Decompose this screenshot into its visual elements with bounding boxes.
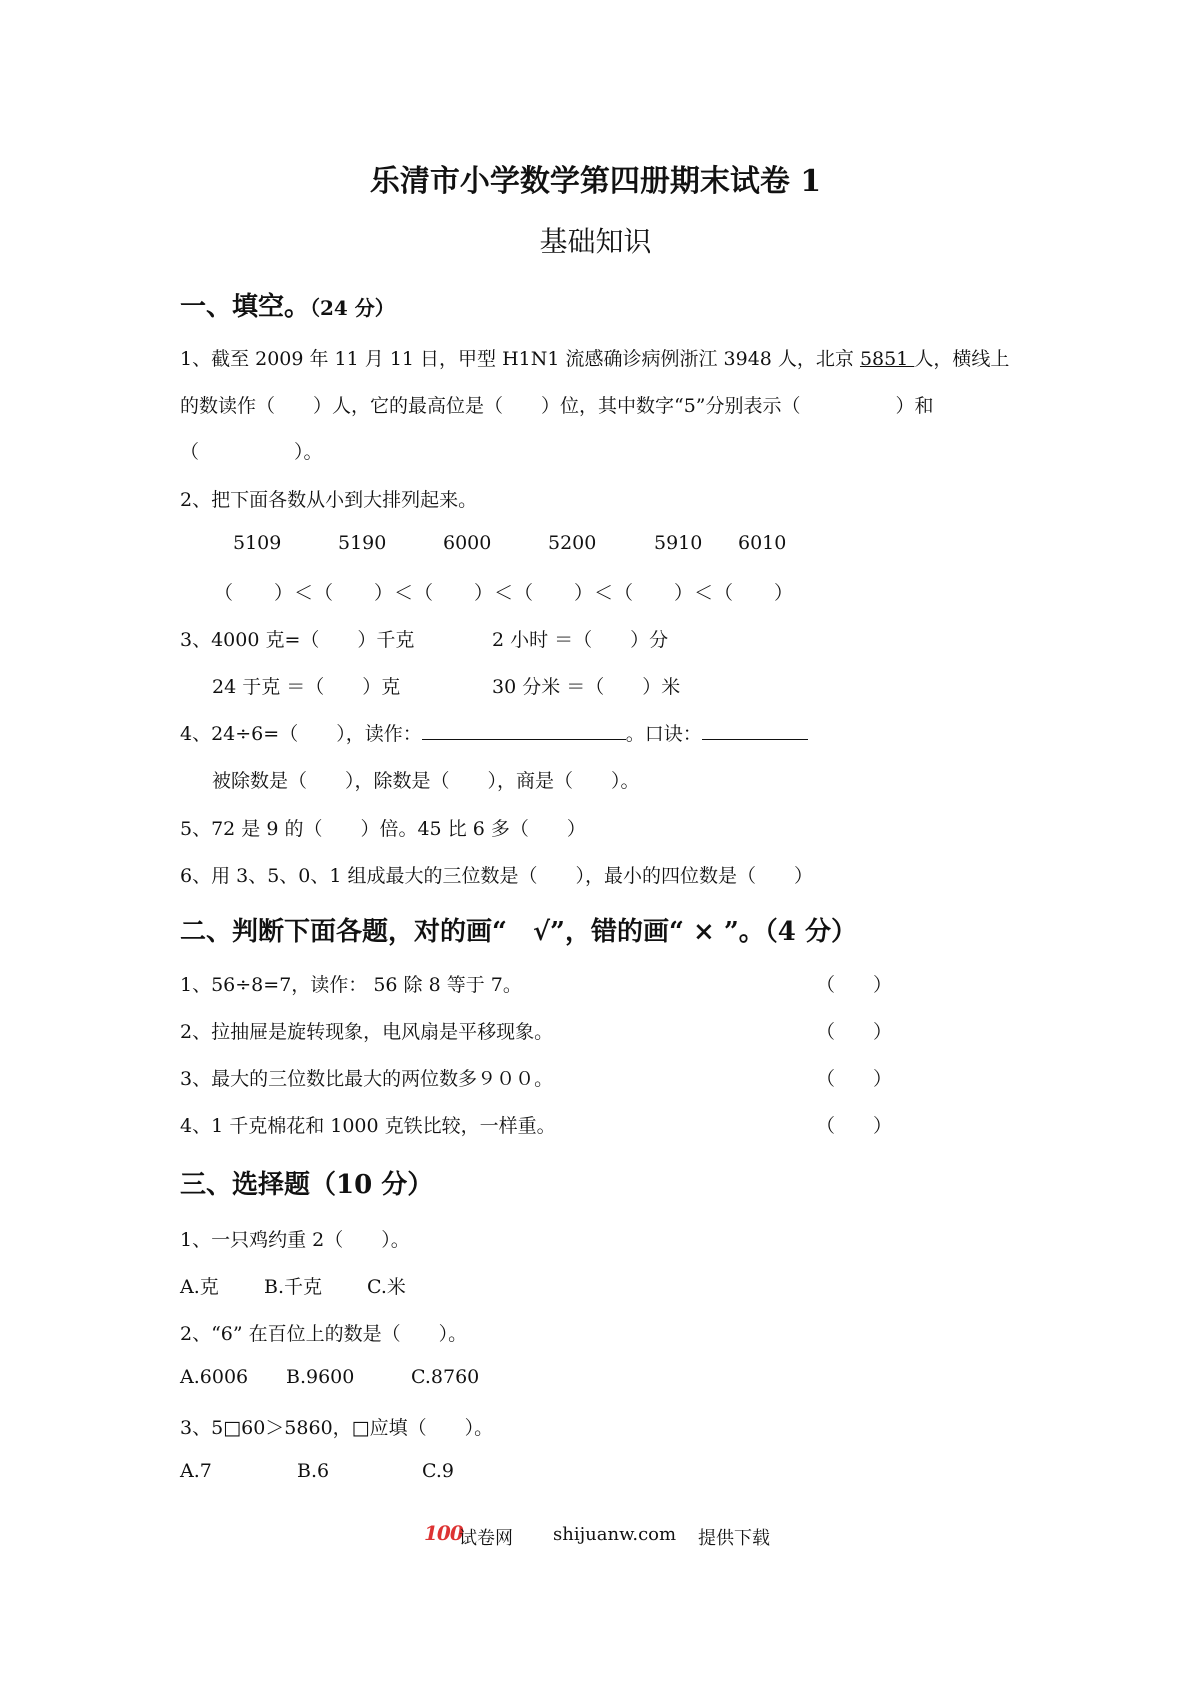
choice-q2-option-a[interactable]: A.6006 [180, 1366, 249, 1388]
q1-line1 [180, 344, 1009, 371]
q2-number: 5910 [654, 532, 703, 554]
choice-q3-option-b[interactable]: B.6 [297, 1460, 330, 1482]
q4-rhyme-blank[interactable] [702, 721, 808, 740]
q3-a: 3、4000 克=（ ）千克 [180, 629, 415, 651]
site-logo-icon: 100 [424, 1521, 463, 1545]
choice-q1-option-c[interactable]: C.米 [367, 1276, 406, 1298]
q3-c: 24 于克 ＝（ ）克 [212, 676, 401, 698]
q4-line2: 被除数是（ ），除数是（ ），商是（ ）。 [212, 770, 640, 792]
q1-line3: （ ）。 [180, 441, 323, 463]
q2-number: 6010 [738, 532, 787, 554]
judge-answer-paren[interactable]: （ ） [816, 1068, 893, 1090]
q2-number: 5109 [233, 532, 282, 554]
choice-q1-option-a[interactable]: A.克 [180, 1276, 219, 1298]
choice-q1-option-b[interactable]: B.千克 [264, 1276, 323, 1298]
judge-item: 3、最大的三位数比最大的两位数多９００。 [180, 1068, 554, 1090]
q4-reading-blank[interactable] [422, 721, 626, 740]
choice-q3-option-a[interactable]: A.7 [180, 1460, 212, 1482]
q2-number: 5190 [338, 532, 387, 554]
judge-answer-paren[interactable]: （ ） [816, 974, 893, 996]
section3-heading: 三、选择题（10 分） [180, 1170, 434, 1200]
judge-answer-paren[interactable]: （ ） [816, 1021, 893, 1043]
judge-item: 2、拉抽屉是旋转现象，电风扇是平移现象。 [180, 1021, 554, 1043]
q1-line2: 的数读作（ ）人，它的最高位是（ ）位，其中数字“5”分别表示（ ）和 [180, 395, 934, 417]
footer-url[interactable]: shijuanw.com [553, 1524, 677, 1545]
q2-number: 5200 [548, 532, 597, 554]
choice-q2: 2、“6” 在百位上的数是（ ）。 [180, 1323, 468, 1345]
exam-title: 乐清市小学数学第四册期末试卷 1 [369, 164, 822, 199]
judge-answer-paren[interactable]: （ ） [816, 1115, 893, 1137]
exam-subtitle: 基础知识 [539, 225, 652, 258]
footer-site-name: 试卷网 [459, 1528, 513, 1549]
q1-underlined-number: 5851 [859, 348, 915, 370]
choice-q2-option-b[interactable]: B.9600 [286, 1366, 355, 1388]
q1-text-a: 1、截至 2009 年 11 月 11 日，甲型 H1N1 流感确诊病例浙江 3948 人，北京 [180, 348, 860, 370]
q3-b: 2 小时 ＝（ ）分 [492, 629, 669, 651]
footer-note: 提供下载 [698, 1528, 770, 1549]
q2-number: 6000 [443, 532, 492, 554]
choice-q3-option-c[interactable]: C.9 [422, 1460, 454, 1482]
section1-heading [180, 286, 395, 323]
q3-d: 30 分米 ＝（ ）米 [492, 676, 681, 698]
judge-item: 4、1 千克棉花和 1000 克铁比较，一样重。 [180, 1115, 556, 1137]
q2-order-blanks: （ ）＜（ ）＜（ ）＜（ ）＜（ ）＜（ ） [214, 582, 795, 604]
q5: 5、72 是 9 的（ ）倍。45 比 6 多（ ） [180, 818, 586, 840]
choice-q3: 3、5□60＞5860，□应填（ ）。 [180, 1417, 494, 1439]
q2-text: 2、把下面各数从小到大排列起来。 [180, 489, 478, 511]
judge-item: 1、56÷8=7，读作： 56 除 8 等于 7。 [180, 974, 522, 996]
q1-text-b: 人，横线上 [914, 348, 1010, 370]
q2-numbers [0, 532, 1191, 558]
q4-text-a: 4、24÷6=（ ），读作： [180, 723, 422, 745]
q6: 6、用 3、5、0、1 组成最大的三位数是（ ），最小的四位数是（ ） [180, 865, 814, 887]
choice-q2-option-c[interactable]: C.8760 [411, 1366, 480, 1388]
q4-text-b: 。口诀： [625, 723, 702, 745]
section1-points: （24 分） [310, 296, 395, 320]
section2-heading: 二、判断下面各题，对的画“ √”，错的画“ × ”。（4 分） [180, 917, 857, 947]
section1-title: 一、填空。 [180, 292, 311, 322]
choice-q1: 1、一只鸡约重 2（ ）。 [180, 1229, 410, 1251]
q4-line1 [180, 719, 808, 746]
